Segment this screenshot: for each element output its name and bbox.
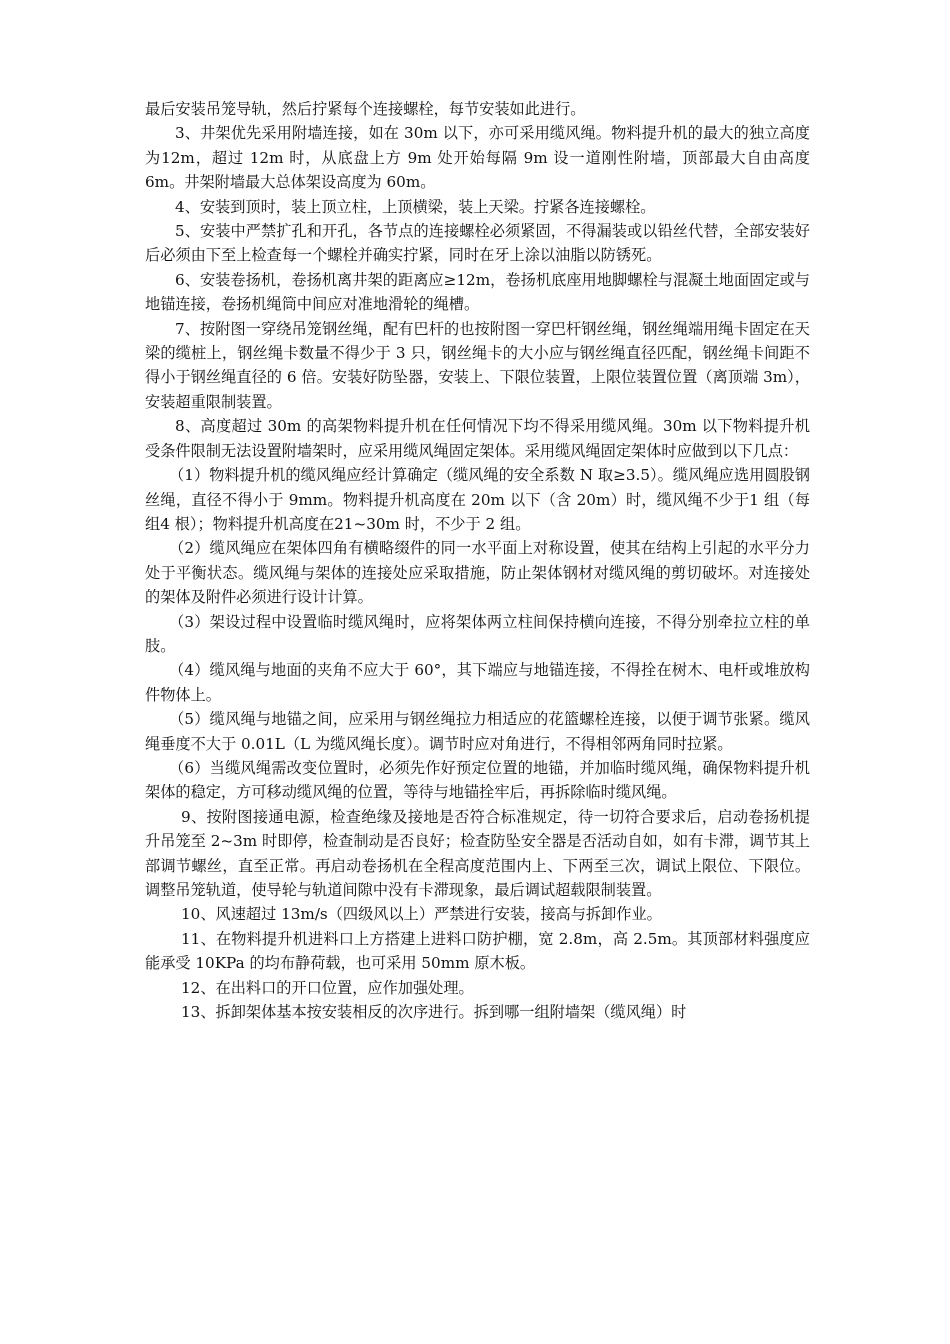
- paragraph-sub-3: （3）架设过程中设置临时缆风绳时，应将架体两立柱间保持横向连接，不得分别牵拉立柱的单肢。: [145, 612, 810, 655]
- paragraph-item-13: 13、拆卸架体基本按安装相反的次序进行。拆到哪一组附墙架（缆风绳）时: [181, 1003, 687, 1022]
- paragraph-sub-1: （1）物料提升机的缆风绳应经计算确定（缆风绳的安全系数 N 取≥3.5）。缆风绳应选用圆股钢丝绳，直径不得小于 9mm。物料提升机高度在 20m 以下（含 20m）时，缆风绳不少于1 组（每组4 根）；物料提升机高度在21~30m 时，不少于 2 组。: [145, 466, 810, 533]
- paragraph-item-4: 4、安装到顶时，装上顶立柱，上顶横梁，装上天梁。拧紧各连接螺栓。: [175, 197, 656, 216]
- paragraph-sub-2: （2）缆风绳应在架体四角有横略缀件的同一水平面上对称设置，使其在结构上引起的水平分力处于平衡状态。缆风绳与架体的连接处应采取措施，防止架体钢材对缆风绳的剪切破坏。对连接处的架体及附件必须进行设计计算。: [145, 539, 810, 607]
- paragraph-item-12: 12、在出料口的开口位置，应作加强处理。: [181, 978, 474, 997]
- paragraph-item-11: 11、在物料提升机进料口上方搭建上进料口防护棚，宽 2.8m，高 2.5m。其顶部材料强度应能承受 10KPa 的均布静荷载，也可采用 50mm 原木板。: [145, 929, 810, 973]
- paragraph-continuation: 最后安装吊笼导轨，然后拧紧每个连接螺栓，每节安装如此进行。: [145, 100, 586, 118]
- paragraph-item-8: 8、高度超过 30m 的高架物料提升机在任何情况下均不得采用缆风绳。30m 以下物料提升机受条件限制无法设置附墙架时，应采用缆风绳固定架体。采用缆风绳固定架体时应做到以下几点：: [145, 417, 810, 460]
- paragraph-sub-5: （5）缆风绳与地锚之间，应采用与钢丝绳拉力相适应的花篮螺栓连接，以便于调节张紧。缆风绳垂度不大于 0.01L（L 为缆风绳长度）。调节时应对角进行，不得相邻两角同时拉紧。: [145, 710, 810, 753]
- paragraph-item-7: 7、按附图一穿绕吊笼钢丝绳，配有巴杆的也按附图一穿巴杆钢丝绳，钢丝绳端用绳卡固定在天梁的缆桩上，钢丝绳卡数量不得少于 3 只，钢丝绳卡的大小应与钢丝绳直径匹配，钢丝绳卡间距不得小于钢丝绳直径的 6 倍。安装好防坠器，安装上、下限位装置，上限位装置位置（离顶端 3m），安装超重限制装置。: [145, 319, 810, 411]
- paragraph-item-9: 9、按附图接通电源，检查绝缘及接地是否符合标准规定，待一切符合要求后，启动卷扬机提升吊笼至 2~3m 时即停，检查制动是否良好；检查防坠安全器是否活动自如，如有卡滞，调节其上部调节螺丝，直至正常。再启动卷扬机在全程高度范围内上、下两至三次，调试上限位、下限位。调整吊笼轨道，使导轮与轨道间隙中没有卡滞现象，最后调试超载限制装置。: [145, 807, 810, 899]
- document-body: [145, 97, 810, 1024]
- paragraph-sub-4: （4）缆风绳与地面的夹角不应大于 60°，其下端应与地锚连接，不得拴在树木、电杆或堆放构件物体上。: [145, 661, 810, 704]
- paragraph-item-10: 10、风速超过 13m/s（四级风以上）严禁进行安装，接高与拆卸作业。: [181, 905, 662, 924]
- paragraph-sub-6: （6）当缆风绳需改变位置时，必须先作好预定位置的地锚，并加临时缆风绳，确保物料提升机架体的稳定，方可移动缆风绳的位置，等待与地锚拴牢后，再拆除临时缆风绳。: [145, 758, 810, 802]
- paragraph-item-3: 3、井架优先采用附墙连接，如在 30m 以下，亦可采用缆风绳。物料提升机的最大的独立高度为12m，超过 12m 时，从底盘上方 9m 处开始每隔 9m 设一道刚性附墙，顶部最大自由高度 6m。井架附墙最大总体架设高度为 60m。: [145, 124, 810, 192]
- paragraph-item-6: 6、安装卷扬机，卷扬机离井架的距离应≥12m，卷扬机底座用地脚螺栓与混凝土地面固定或与地锚连接，卷扬机绳筒中间应对准地滑轮的绳槽。: [145, 270, 810, 314]
- paragraph-item-5: 5、安装中严禁扩孔和开孔，各节点的连接螺栓必须紧固，不得漏装或以铅丝代替，全部安装好后必须由下至上检查每一个螺栓并确实拧紧，同时在牙上涂以油脂以防锈死。: [145, 222, 810, 265]
